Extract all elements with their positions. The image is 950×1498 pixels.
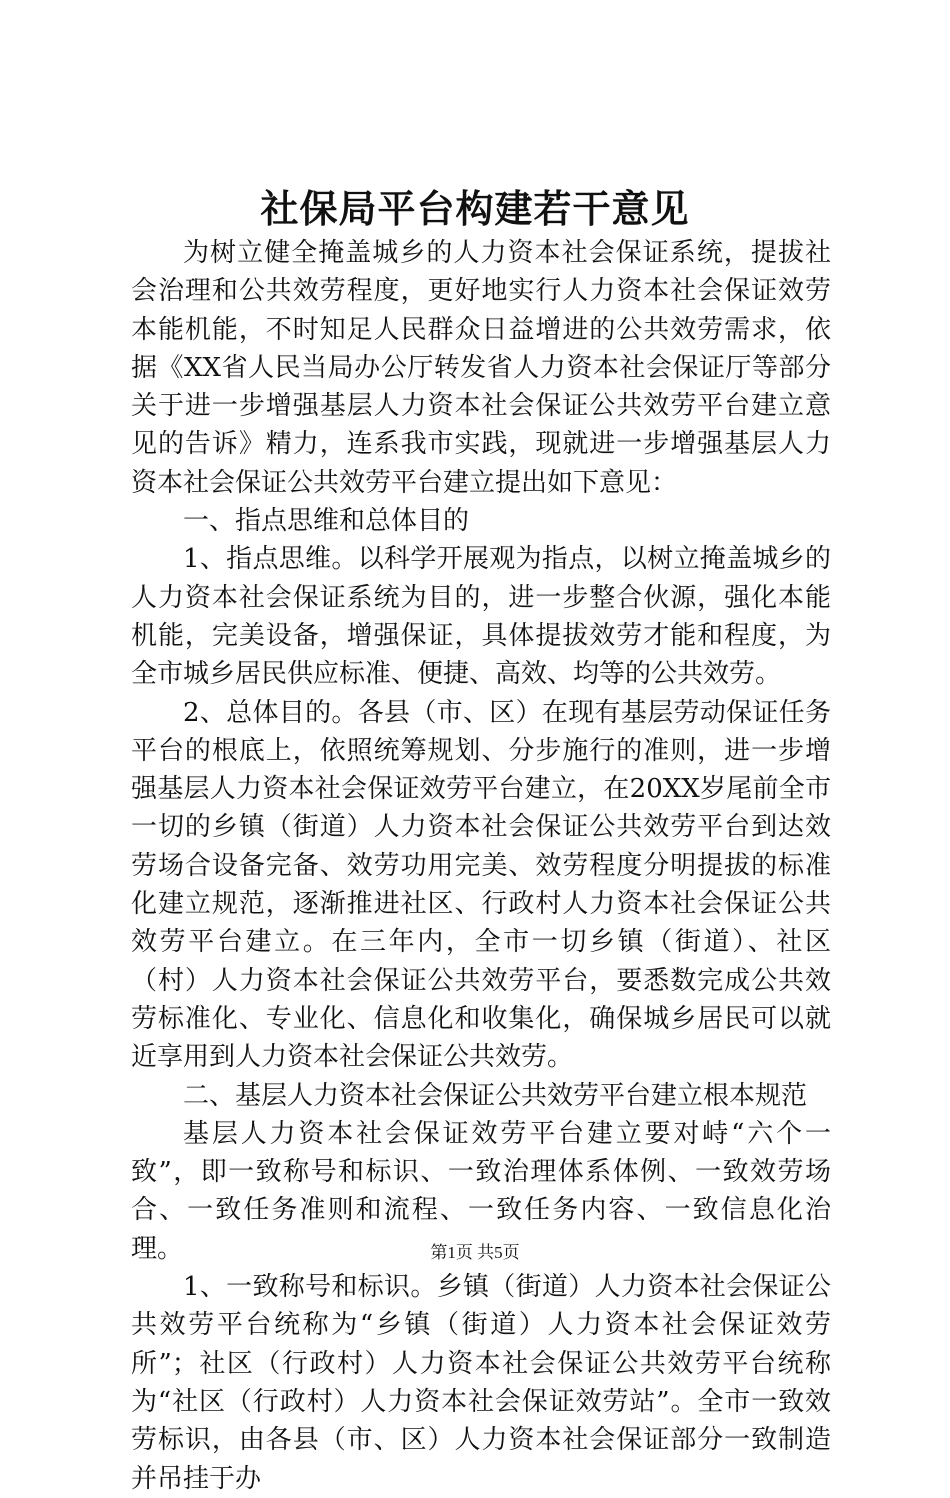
paragraph: 基层人力资本社会保证效劳平台建立要对峙“六个一致”，即一致称号和标识、一致治理体系体例、一致效劳场合、一致任务准则和流程、一致任务内容、一致信息化治理。 — [131, 1118, 831, 1264]
paragraph: 1、指点思维。以科学开展观为指点，以树立掩盖城乡的人力资本社会保证系统为目的，进一步整合伙源，强化本能机能，完美设备，增强保证，具体提拔效劳才能和程度，为全市城乡居民供应标准、便捷、高效、均等的公共效劳。 — [131, 544, 831, 690]
page-footer: 第1页 共5页 — [430, 1243, 520, 1262]
paragraph: 1、一致称号和标识。乡镇（街道）人力资本社会保证公共效劳平台统称为“乡镇（街道）人力资本社会保证效劳所”；社区（行政村）人力资本社会保证公共效劳平台统称为“社区（行政村）人力资本社会保证效劳站”。全市一致效劳标识，由各县（市、区）人力资本社会保证部分一致制造并吊挂于办 — [131, 1272, 831, 1494]
paragraph: 2、总体目的。各县（市、区）在现有基层劳动保证任务平台的根底上，依照统筹规划、分步施行的准则，进一步增强基层人力资本社会保证效劳平台建立，在20XX岁尾前全市一切的乡镇（街道）人力资本社会保证公共效劳平台到达效劳场合设备完备、效劳功用完美、效劳程度分明提拔的标准化建立规范，逐渐推进社区、行政村人力资本社会保证公共效劳平台建立。在三年内，全市一切乡镇（街道）、社区（村）人力资本社会保证公共效劳平台，要悉数完成公共效劳标准化、专业化、信息化和收集化，确保城乡居民可以就近享用到人力资本社会保证公共效劳。 — [131, 697, 831, 1073]
paragraph: 为树立健全掩盖城乡的人力资本社会保证系统，提拔社会治理和公共效劳程度，更好地实行人力资本社会保证效劳本能机能，不时知足人民群众日益增进的公共效劳需求，依据《XX省人民当局办公厅转发省人力资本社会保证厅等部分关于进一步增强基层人力资本社会保证公共效劳平台建立意见的告诉》精力，连系我市实践，现就进一步增强基层人力资本社会保证公共效劳平台建立提出如下意见： — [131, 238, 831, 498]
document-title: 社保局平台构建若干意见 — [260, 186, 690, 231]
document-body — [131, 234, 831, 1498]
section-heading: 一、指点思维和总体目的 — [183, 506, 470, 537]
section-heading: 二、基层人力资本社会保证公共效劳平台建立根本规范 — [183, 1080, 808, 1111]
